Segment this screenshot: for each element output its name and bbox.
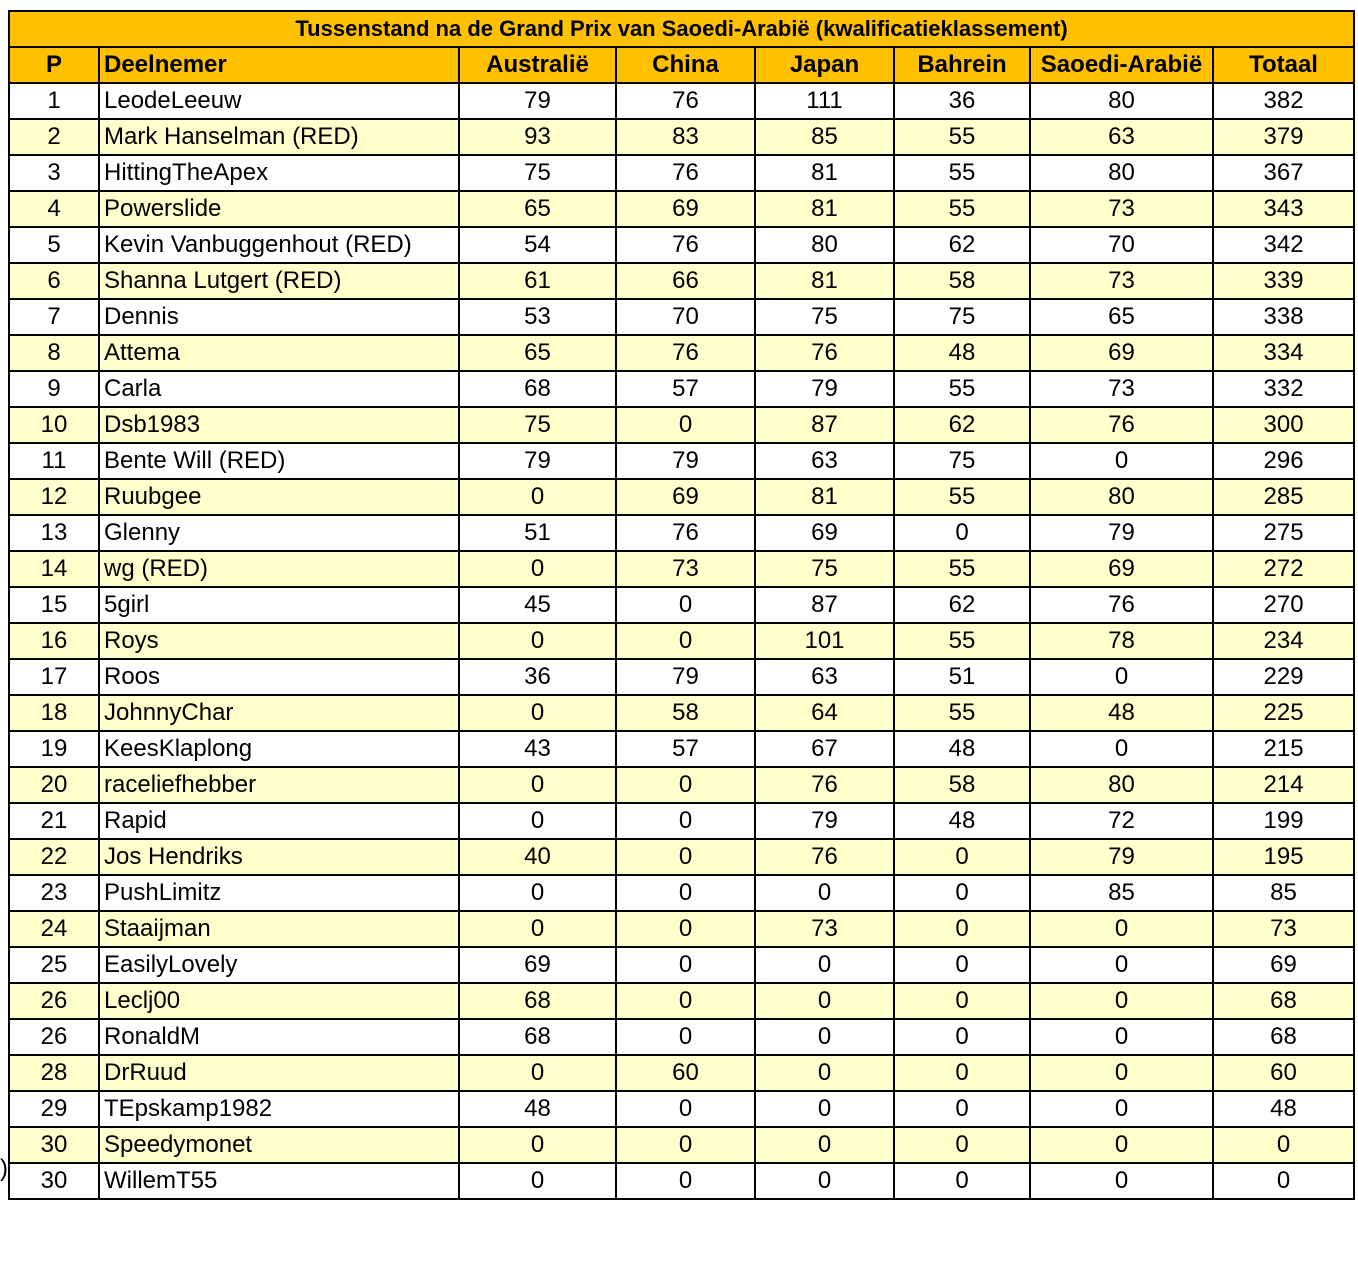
total-cell: 0 (1213, 1163, 1354, 1199)
australia-score-cell: 68 (459, 371, 616, 407)
saudi-arabia-score-cell: 73 (1030, 263, 1213, 299)
position-cell: 17 (9, 659, 99, 695)
saudi-arabia-score-cell: 0 (1030, 1019, 1213, 1055)
position-cell: 23 (9, 875, 99, 911)
bahrain-score-cell: 55 (894, 695, 1030, 731)
total-cell: 48 (1213, 1091, 1354, 1127)
saudi-arabia-score-cell: 69 (1030, 335, 1213, 371)
participant-cell: PushLimitz (99, 875, 459, 911)
total-cell: 379 (1213, 119, 1354, 155)
china-score-cell: 0 (616, 587, 755, 623)
total-cell: 272 (1213, 551, 1354, 587)
table-row (9, 299, 1354, 335)
position-cell: 15 (9, 587, 99, 623)
china-score-cell: 0 (616, 1091, 755, 1127)
japan-score-cell: 111 (755, 83, 894, 119)
japan-score-cell: 0 (755, 1163, 894, 1199)
bahrain-score-cell: 48 (894, 335, 1030, 371)
japan-score-cell: 64 (755, 695, 894, 731)
header-row (9, 47, 1354, 83)
china-score-cell: 60 (616, 1055, 755, 1091)
australia-score-cell: 75 (459, 407, 616, 443)
bahrain-score-cell: 55 (894, 155, 1030, 191)
japan-score-cell: 67 (755, 731, 894, 767)
bahrain-score-cell: 55 (894, 623, 1030, 659)
china-score-cell: 57 (616, 371, 755, 407)
participant-cell: Kevin Vanbuggenhout (RED) (99, 227, 459, 263)
australia-score-cell: 93 (459, 119, 616, 155)
china-score-cell: 76 (616, 515, 755, 551)
participant-cell: Staaijman (99, 911, 459, 947)
saudi-arabia-score-cell: 80 (1030, 155, 1213, 191)
bahrain-score-cell: 62 (894, 587, 1030, 623)
bahrain-score-cell: 55 (894, 119, 1030, 155)
total-cell: 342 (1213, 227, 1354, 263)
column-header-bahrain: Bahrein (894, 47, 1030, 83)
table-row (9, 371, 1354, 407)
table-row (9, 551, 1354, 587)
bahrain-score-cell: 75 (894, 299, 1030, 335)
bahrain-score-cell: 0 (894, 839, 1030, 875)
bahrain-score-cell: 0 (894, 875, 1030, 911)
japan-score-cell: 0 (755, 1055, 894, 1091)
saudi-arabia-score-cell: 69 (1030, 551, 1213, 587)
table-row (9, 1127, 1354, 1163)
total-cell: 339 (1213, 263, 1354, 299)
total-cell: 69 (1213, 947, 1354, 983)
position-cell: 13 (9, 515, 99, 551)
japan-score-cell: 76 (755, 767, 894, 803)
participant-cell: Roos (99, 659, 459, 695)
australia-score-cell: 0 (459, 767, 616, 803)
total-cell: 215 (1213, 731, 1354, 767)
saudi-arabia-score-cell: 76 (1030, 407, 1213, 443)
china-score-cell: 66 (616, 263, 755, 299)
saudi-arabia-score-cell: 78 (1030, 623, 1213, 659)
australia-score-cell: 69 (459, 947, 616, 983)
china-score-cell: 73 (616, 551, 755, 587)
total-cell: 270 (1213, 587, 1354, 623)
position-cell: 2 (9, 119, 99, 155)
title-row (9, 11, 1354, 47)
position-cell: 9 (9, 371, 99, 407)
total-cell: 300 (1213, 407, 1354, 443)
australia-score-cell: 65 (459, 335, 616, 371)
table-row (9, 407, 1354, 443)
position-cell: 28 (9, 1055, 99, 1091)
position-cell: 1 (9, 83, 99, 119)
china-score-cell: 0 (616, 875, 755, 911)
china-score-cell: 76 (616, 83, 755, 119)
japan-score-cell: 79 (755, 371, 894, 407)
australia-score-cell: 43 (459, 731, 616, 767)
australia-score-cell: 51 (459, 515, 616, 551)
china-score-cell: 57 (616, 731, 755, 767)
saudi-arabia-score-cell: 63 (1030, 119, 1213, 155)
china-score-cell: 58 (616, 695, 755, 731)
total-cell: 367 (1213, 155, 1354, 191)
saudi-arabia-score-cell: 0 (1030, 659, 1213, 695)
australia-score-cell: 65 (459, 191, 616, 227)
bahrain-score-cell: 0 (894, 1091, 1030, 1127)
position-cell: 10 (9, 407, 99, 443)
bahrain-score-cell: 0 (894, 911, 1030, 947)
australia-score-cell: 75 (459, 155, 616, 191)
japan-score-cell: 80 (755, 227, 894, 263)
bahrain-score-cell: 48 (894, 731, 1030, 767)
total-cell: 214 (1213, 767, 1354, 803)
china-score-cell: 0 (616, 767, 755, 803)
australia-score-cell: 0 (459, 479, 616, 515)
bahrain-score-cell: 58 (894, 263, 1030, 299)
australia-score-cell: 0 (459, 1163, 616, 1199)
total-cell: 338 (1213, 299, 1354, 335)
table-row (9, 191, 1354, 227)
saudi-arabia-score-cell: 85 (1030, 875, 1213, 911)
column-header-australia: Australië (459, 47, 616, 83)
total-cell: 275 (1213, 515, 1354, 551)
participant-cell: wg (RED) (99, 551, 459, 587)
china-score-cell: 79 (616, 659, 755, 695)
total-cell: 68 (1213, 983, 1354, 1019)
japan-score-cell: 76 (755, 839, 894, 875)
bahrain-score-cell: 51 (894, 659, 1030, 695)
saudi-arabia-score-cell: 76 (1030, 587, 1213, 623)
australia-score-cell: 36 (459, 659, 616, 695)
position-cell: 22 (9, 839, 99, 875)
table-row (9, 731, 1354, 767)
saudi-arabia-score-cell: 0 (1030, 1055, 1213, 1091)
bahrain-score-cell: 62 (894, 227, 1030, 263)
australia-score-cell: 0 (459, 911, 616, 947)
table-row (9, 1091, 1354, 1127)
japan-score-cell: 0 (755, 947, 894, 983)
china-score-cell: 0 (616, 947, 755, 983)
participant-cell: 5girl (99, 587, 459, 623)
bahrain-score-cell: 0 (894, 1163, 1030, 1199)
participant-cell: TEpskamp1982 (99, 1091, 459, 1127)
table-row (9, 659, 1354, 695)
bahrain-score-cell: 62 (894, 407, 1030, 443)
japan-score-cell: 81 (755, 479, 894, 515)
position-cell: 29 (9, 1091, 99, 1127)
japan-score-cell: 81 (755, 263, 894, 299)
japan-score-cell: 63 (755, 443, 894, 479)
australia-score-cell: 54 (459, 227, 616, 263)
bahrain-score-cell: 48 (894, 803, 1030, 839)
position-cell: 26 (9, 983, 99, 1019)
total-cell: 334 (1213, 335, 1354, 371)
australia-score-cell: 68 (459, 1019, 616, 1055)
bahrain-score-cell: 55 (894, 191, 1030, 227)
japan-score-cell: 0 (755, 983, 894, 1019)
china-score-cell: 69 (616, 191, 755, 227)
china-score-cell: 76 (616, 227, 755, 263)
column-header-participant: Deelnemer (99, 47, 459, 83)
participant-cell: RonaldM (99, 1019, 459, 1055)
position-cell: 21 (9, 803, 99, 839)
japan-score-cell: 0 (755, 1127, 894, 1163)
total-cell: 60 (1213, 1055, 1354, 1091)
column-header-saudi-arabia: Saoedi-Arabië (1030, 47, 1213, 83)
australia-score-cell: 79 (459, 83, 616, 119)
china-score-cell: 79 (616, 443, 755, 479)
saudi-arabia-score-cell: 0 (1030, 911, 1213, 947)
position-cell: 24 (9, 911, 99, 947)
australia-score-cell: 68 (459, 983, 616, 1019)
australia-score-cell: 79 (459, 443, 616, 479)
position-cell: 26 (9, 1019, 99, 1055)
participant-cell: WillemT55 (99, 1163, 459, 1199)
japan-score-cell: 0 (755, 1019, 894, 1055)
total-cell: 332 (1213, 371, 1354, 407)
china-score-cell: 0 (616, 1019, 755, 1055)
saudi-arabia-score-cell: 0 (1030, 1163, 1213, 1199)
total-cell: 68 (1213, 1019, 1354, 1055)
china-score-cell: 69 (616, 479, 755, 515)
china-score-cell: 0 (616, 983, 755, 1019)
bahrain-score-cell: 0 (894, 1127, 1030, 1163)
table-row (9, 1055, 1354, 1091)
table-row (9, 803, 1354, 839)
japan-score-cell: 0 (755, 1091, 894, 1127)
participant-cell: Dennis (99, 299, 459, 335)
japan-score-cell: 73 (755, 911, 894, 947)
saudi-arabia-score-cell: 79 (1030, 515, 1213, 551)
table-row (9, 947, 1354, 983)
participant-cell: DrRuud (99, 1055, 459, 1091)
japan-score-cell: 87 (755, 407, 894, 443)
position-cell: 18 (9, 695, 99, 731)
table-row (9, 911, 1354, 947)
saudi-arabia-score-cell: 65 (1030, 299, 1213, 335)
australia-score-cell: 0 (459, 1055, 616, 1091)
table-row (9, 983, 1354, 1019)
saudi-arabia-score-cell: 80 (1030, 479, 1213, 515)
position-cell: 19 (9, 731, 99, 767)
participant-cell: Ruubgee (99, 479, 459, 515)
total-cell: 199 (1213, 803, 1354, 839)
australia-score-cell: 0 (459, 623, 616, 659)
bahrain-score-cell: 0 (894, 1055, 1030, 1091)
participant-cell: Bente Will (RED) (99, 443, 459, 479)
japan-score-cell: 87 (755, 587, 894, 623)
china-score-cell: 70 (616, 299, 755, 335)
table-row (9, 875, 1354, 911)
position-cell: 6 (9, 263, 99, 299)
table-row (9, 1019, 1354, 1055)
australia-score-cell: 0 (459, 1127, 616, 1163)
table-row (9, 155, 1354, 191)
participant-cell: Glenny (99, 515, 459, 551)
participant-cell: Rapid (99, 803, 459, 839)
bahrain-score-cell: 0 (894, 983, 1030, 1019)
table-row (9, 623, 1354, 659)
participant-cell: EasilyLovely (99, 947, 459, 983)
bahrain-score-cell: 36 (894, 83, 1030, 119)
saudi-arabia-score-cell: 48 (1030, 695, 1213, 731)
australia-score-cell: 0 (459, 551, 616, 587)
bahrain-score-cell: 75 (894, 443, 1030, 479)
china-score-cell: 0 (616, 623, 755, 659)
position-cell: 14 (9, 551, 99, 587)
saudi-arabia-score-cell: 0 (1030, 1091, 1213, 1127)
total-cell: 382 (1213, 83, 1354, 119)
table-row (9, 515, 1354, 551)
table-row (9, 587, 1354, 623)
table-row (9, 443, 1354, 479)
bahrain-score-cell: 0 (894, 515, 1030, 551)
saudi-arabia-score-cell: 70 (1030, 227, 1213, 263)
australia-score-cell: 0 (459, 803, 616, 839)
clipped-edge-character: ) (0, 1155, 8, 1182)
japan-score-cell: 0 (755, 875, 894, 911)
table-row (9, 83, 1354, 119)
position-cell: 8 (9, 335, 99, 371)
saudi-arabia-score-cell: 73 (1030, 191, 1213, 227)
participant-cell: Leclj00 (99, 983, 459, 1019)
position-cell: 12 (9, 479, 99, 515)
japan-score-cell: 69 (755, 515, 894, 551)
table-row (9, 119, 1354, 155)
bahrain-score-cell: 0 (894, 1019, 1030, 1055)
position-cell: 3 (9, 155, 99, 191)
saudi-arabia-score-cell: 79 (1030, 839, 1213, 875)
china-score-cell: 0 (616, 803, 755, 839)
japan-score-cell: 75 (755, 551, 894, 587)
total-cell: 234 (1213, 623, 1354, 659)
column-header-total: Totaal (1213, 47, 1354, 83)
participant-cell: raceliefhebber (99, 767, 459, 803)
position-cell: 20 (9, 767, 99, 803)
table-row (9, 1163, 1354, 1199)
participant-cell: Roys (99, 623, 459, 659)
total-cell: 0 (1213, 1127, 1354, 1163)
china-score-cell: 83 (616, 119, 755, 155)
saudi-arabia-score-cell: 80 (1030, 767, 1213, 803)
standings-table (8, 10, 1355, 1200)
standings-body (9, 83, 1354, 1199)
participant-cell: Dsb1983 (99, 407, 459, 443)
china-score-cell: 0 (616, 1163, 755, 1199)
australia-score-cell: 45 (459, 587, 616, 623)
table-row (9, 335, 1354, 371)
china-score-cell: 76 (616, 155, 755, 191)
table-row (9, 767, 1354, 803)
participant-cell: JohnnyChar (99, 695, 459, 731)
position-cell: 30 (9, 1163, 99, 1199)
saudi-arabia-score-cell: 80 (1030, 83, 1213, 119)
participant-cell: Carla (99, 371, 459, 407)
japan-score-cell: 101 (755, 623, 894, 659)
china-score-cell: 0 (616, 839, 755, 875)
bahrain-score-cell: 55 (894, 551, 1030, 587)
position-cell: 4 (9, 191, 99, 227)
japan-score-cell: 75 (755, 299, 894, 335)
japan-score-cell: 76 (755, 335, 894, 371)
participant-cell: HittingTheApex (99, 155, 459, 191)
total-cell: 225 (1213, 695, 1354, 731)
total-cell: 229 (1213, 659, 1354, 695)
participant-cell: Shanna Lutgert (RED) (99, 263, 459, 299)
bahrain-score-cell: 0 (894, 947, 1030, 983)
saudi-arabia-score-cell: 0 (1030, 983, 1213, 1019)
table-title: Tussenstand na de Grand Prix van Saoedi-Arabië (kwalificatieklassement) (9, 11, 1354, 47)
australia-score-cell: 0 (459, 695, 616, 731)
china-score-cell: 76 (616, 335, 755, 371)
china-score-cell: 0 (616, 1127, 755, 1163)
saudi-arabia-score-cell: 0 (1030, 731, 1213, 767)
participant-cell: Powerslide (99, 191, 459, 227)
australia-score-cell: 53 (459, 299, 616, 335)
table-row (9, 263, 1354, 299)
total-cell: 195 (1213, 839, 1354, 875)
total-cell: 296 (1213, 443, 1354, 479)
column-header-japan: Japan (755, 47, 894, 83)
saudi-arabia-score-cell: 0 (1030, 443, 1213, 479)
table-row (9, 479, 1354, 515)
column-header-position: P (9, 47, 99, 83)
position-cell: 30 (9, 1127, 99, 1163)
china-score-cell: 0 (616, 911, 755, 947)
australia-score-cell: 40 (459, 839, 616, 875)
total-cell: 73 (1213, 911, 1354, 947)
australia-score-cell: 61 (459, 263, 616, 299)
table-row (9, 839, 1354, 875)
table-row (9, 695, 1354, 731)
participant-cell: Attema (99, 335, 459, 371)
australia-score-cell: 0 (459, 875, 616, 911)
japan-score-cell: 81 (755, 191, 894, 227)
column-header-china: China (616, 47, 755, 83)
table-row (9, 227, 1354, 263)
position-cell: 16 (9, 623, 99, 659)
china-score-cell: 0 (616, 407, 755, 443)
total-cell: 343 (1213, 191, 1354, 227)
position-cell: 11 (9, 443, 99, 479)
total-cell: 85 (1213, 875, 1354, 911)
japan-score-cell: 81 (755, 155, 894, 191)
participant-cell: Mark Hanselman (RED) (99, 119, 459, 155)
saudi-arabia-score-cell: 72 (1030, 803, 1213, 839)
position-cell: 5 (9, 227, 99, 263)
participant-cell: KeesKlaplong (99, 731, 459, 767)
japan-score-cell: 63 (755, 659, 894, 695)
japan-score-cell: 85 (755, 119, 894, 155)
bahrain-score-cell: 55 (894, 371, 1030, 407)
position-cell: 25 (9, 947, 99, 983)
bahrain-score-cell: 58 (894, 767, 1030, 803)
japan-score-cell: 79 (755, 803, 894, 839)
position-cell: 7 (9, 299, 99, 335)
australia-score-cell: 48 (459, 1091, 616, 1127)
bahrain-score-cell: 55 (894, 479, 1030, 515)
saudi-arabia-score-cell: 0 (1030, 947, 1213, 983)
participant-cell: LeodeLeeuw (99, 83, 459, 119)
saudi-arabia-score-cell: 73 (1030, 371, 1213, 407)
participant-cell: Jos Hendriks (99, 839, 459, 875)
saudi-arabia-score-cell: 0 (1030, 1127, 1213, 1163)
total-cell: 285 (1213, 479, 1354, 515)
participant-cell: Speedymonet (99, 1127, 459, 1163)
